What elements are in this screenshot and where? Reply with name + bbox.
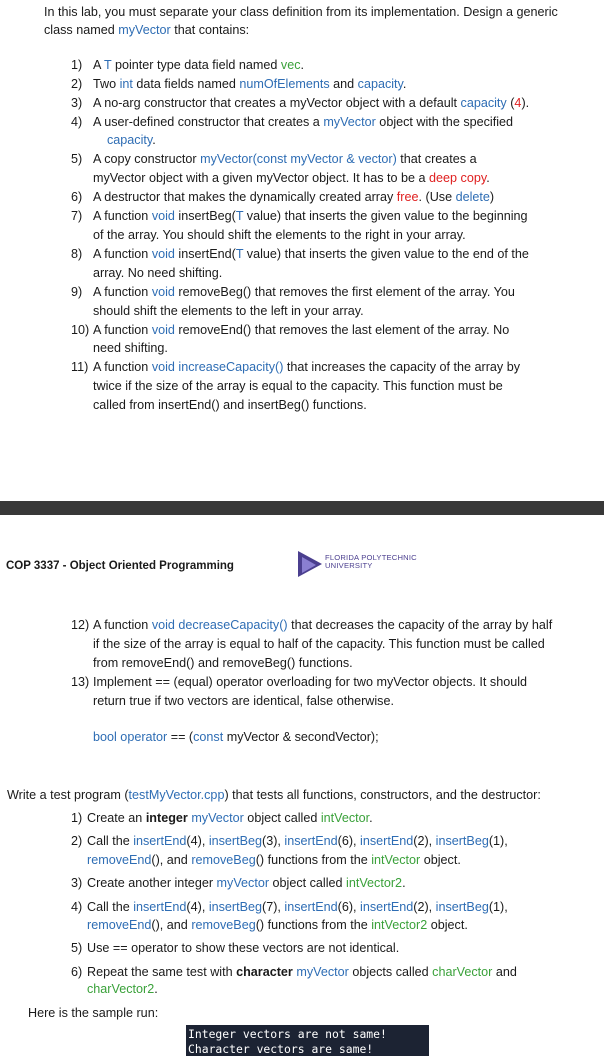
keyword: T (103, 58, 112, 72)
text: A function (93, 209, 152, 223)
list-item (93, 75, 406, 94)
logo-text (325, 554, 417, 570)
text: (2), (413, 834, 436, 848)
text: object. (427, 918, 468, 932)
text: removeEnd() that removes the last element of the array. No (174, 323, 510, 337)
list-item-cont: return true if two vectors are identical, false otherwise. (93, 694, 394, 708)
intro-text: that contains: (170, 23, 250, 37)
keyword: T (235, 209, 244, 223)
text: A function (93, 247, 152, 261)
function-name: removeEnd (87, 918, 152, 932)
list-number: 2) (71, 834, 83, 848)
list-item-cont: called from insertEnd() and insertBeg() functions. (93, 398, 367, 412)
text: pointer type data field named (111, 58, 281, 72)
list-item (93, 616, 552, 635)
text: () functions from the (255, 853, 372, 867)
list-number: 4) (71, 900, 83, 914)
text: (7), (262, 900, 285, 914)
variable: charVector (432, 965, 493, 979)
text: . (486, 171, 490, 185)
filename: testMyVector.cpp (128, 788, 225, 802)
text: A (93, 58, 104, 72)
function-name: removeBeg (191, 853, 256, 867)
function-name: removeEnd (87, 853, 152, 867)
list-item (93, 113, 513, 132)
text: (1), (488, 900, 508, 914)
function-name: insertEnd (284, 834, 338, 848)
list-item (87, 874, 406, 893)
variable: intVector2 (346, 876, 403, 890)
function-name: insertEnd (360, 834, 414, 848)
list-item-cont: twice if the size of the array is equal to the capacity. This function must be (93, 379, 503, 393)
text: . (154, 982, 158, 996)
text: A function (93, 360, 152, 374)
value: 4 (514, 96, 522, 110)
text: A user-defined constructor that creates a (93, 115, 324, 129)
text: ( (506, 96, 515, 110)
list-number: 9) (71, 285, 83, 299)
list-number: 5) (71, 152, 83, 166)
text: A copy constructor (93, 152, 201, 166)
list-number: 8) (71, 247, 83, 261)
text: data fields named (132, 77, 240, 91)
class-name: myVector (118, 23, 171, 37)
list-number: 7) (71, 209, 83, 223)
text: (1), (488, 834, 508, 848)
identifier: void increaseCapacity() (151, 360, 284, 374)
variable: intVector2 (371, 918, 428, 932)
emphasis: deep copy (429, 171, 487, 185)
logo-line-1: FLORIDA POLYTECHNIC (325, 553, 417, 562)
function-name: insertBeg (435, 834, 489, 848)
text: value) that inserts the given value to the beginning (243, 209, 528, 223)
list-item-cont: from removeEnd() and removeBeg() functions. (93, 656, 353, 670)
list-item (93, 150, 477, 169)
text: Write a test program ( (7, 788, 129, 802)
keyword: delete (455, 190, 490, 204)
list-item (93, 94, 529, 113)
university-logo (298, 551, 428, 579)
text: A function (93, 618, 152, 632)
list-number: 5) (71, 941, 83, 955)
list-number: 4) (71, 115, 83, 129)
identifier: capacity (460, 96, 507, 110)
list-item-cont (93, 169, 490, 188)
text: removeBeg() that removes the first element of the array. You (174, 285, 515, 299)
list-item (93, 321, 509, 340)
code-snippet (93, 728, 379, 747)
text: and (492, 965, 517, 979)
text: () functions from the (255, 918, 372, 932)
text: insertEnd( (174, 247, 236, 261)
list-item (87, 809, 373, 828)
bold-text: character (236, 965, 293, 979)
list-item (93, 283, 515, 302)
keyword: void (151, 285, 175, 299)
emphasis: free (396, 190, 419, 204)
list-number: 13) (71, 675, 90, 689)
keyword: void (151, 209, 175, 223)
identifier: myVector(const myVector & vector) (200, 152, 397, 166)
text: A no-arg constructor that creates a myVector object with a default (93, 96, 461, 110)
text: . (300, 58, 304, 72)
list-number: 1) (71, 58, 83, 72)
identifier: myVector (323, 115, 376, 129)
list-item (87, 832, 508, 851)
text: (4), (186, 900, 209, 914)
identifier: capacity (107, 133, 153, 147)
text: A function (93, 285, 152, 299)
list-item: Use == operator to show these vectors are not identical. (87, 941, 400, 955)
list-number: 1) (71, 811, 83, 825)
identifier: myVector (216, 876, 270, 890)
text: . (369, 811, 373, 825)
keyword: T (235, 247, 244, 261)
text: that increases the capacity of the array by (283, 360, 521, 374)
identifier: vec (280, 58, 301, 72)
list-item-cont: array. No need shifting. (93, 266, 223, 280)
code-keyword: const (193, 730, 224, 744)
list-item (93, 56, 304, 75)
text: and (329, 77, 358, 91)
text: (4), (186, 834, 209, 848)
list-item-cont: should shift the elements to the left in your array. (93, 304, 364, 318)
code-text: myVector & secondVector); (223, 730, 379, 744)
text: that decreases the capacity of the array by half (287, 618, 553, 632)
list-item (87, 898, 508, 917)
course-title: COP 3337 - Object Oriented Programming (6, 560, 234, 572)
list-number: 3) (71, 96, 83, 110)
text: that creates a (396, 152, 477, 166)
list-item-cont (107, 131, 156, 150)
intro-line-2 (44, 21, 249, 40)
identifier: myVector (191, 811, 244, 825)
text: Call the (87, 900, 134, 914)
function-name: insertEnd (133, 834, 187, 848)
list-number: 6) (71, 190, 83, 204)
text: (3), (262, 834, 285, 848)
text: (), and (151, 918, 192, 932)
text: (2), (413, 900, 436, 914)
text: value) that inserts the given value to the end of the (243, 247, 529, 261)
identifier: capacity (357, 77, 403, 91)
variable: intVector (320, 811, 370, 825)
list-number: 2) (71, 77, 83, 91)
identifier: myVector (296, 965, 349, 979)
text: insertBeg( (174, 209, 236, 223)
list-item (93, 207, 528, 226)
text: . (152, 133, 156, 147)
list-item-cont: need shifting. (93, 341, 168, 355)
text: (6), (337, 834, 361, 848)
text: objects called (348, 965, 433, 979)
logo-line-2: UNIVERSITY (325, 561, 373, 570)
text: ) (489, 190, 495, 204)
list-item-cont: if the size of the array is equal to half of the capacity. This function must be called (93, 637, 545, 651)
keyword: void (151, 323, 175, 337)
list-item: Implement == (equal) operator overloading for two myVector objects. It should (93, 675, 528, 689)
text: (), and (151, 853, 192, 867)
list-item (93, 358, 520, 377)
terminal-line-1: Integer vectors are not same! (188, 1027, 387, 1041)
list-item (93, 188, 494, 207)
text: Repeat the same test with (87, 965, 237, 979)
text: Call the (87, 834, 134, 848)
code-text: == ( (167, 730, 194, 744)
page-break (0, 501, 604, 515)
keyword: int (119, 77, 133, 91)
text: . (402, 876, 406, 890)
terminal-line-2: Character vectors are same! (188, 1042, 374, 1056)
text: object called (269, 876, 347, 890)
list-item-cont (87, 980, 158, 999)
text: object with the specified (375, 115, 514, 129)
function-name: insertBeg (435, 900, 489, 914)
list-item (93, 245, 529, 264)
terminal-output (186, 1025, 429, 1056)
function-name: removeBeg (191, 918, 256, 932)
text: Create an (87, 811, 146, 825)
list-number: 3) (71, 876, 83, 890)
function-name: insertBeg (208, 834, 263, 848)
function-name: insertEnd (133, 900, 187, 914)
text: . (402, 77, 407, 91)
logo-mark-inner-icon (302, 557, 316, 573)
intro-text: class named (44, 23, 119, 37)
text: (6), (337, 900, 361, 914)
bold-text: integer (145, 811, 188, 825)
list-number: 6) (71, 965, 83, 979)
list-item-cont: of the array. You should shift the elements to the right in your array. (93, 228, 466, 242)
text: Create another integer (87, 876, 217, 890)
text: ) that tests all functions, constructors, and the destructor: (224, 788, 541, 802)
text: object called (243, 811, 321, 825)
sample-run-label: Here is the sample run: (28, 1006, 159, 1020)
text: A destructor that makes the dynamically created array (93, 190, 397, 204)
text: myVector object with a given myVector object. It has to be a (93, 171, 430, 185)
function-name: insertEnd (360, 900, 414, 914)
variable: charVector2 (87, 982, 155, 996)
list-number: 10) (71, 323, 90, 337)
identifier: numOfElements (239, 77, 330, 91)
text: . (Use (418, 190, 456, 204)
function-name: insertBeg (208, 900, 263, 914)
test-intro (7, 786, 541, 805)
intro-line-1: In this lab, you must separate your class definition from its implementation. Design a generic (44, 5, 558, 19)
list-item-cont (87, 851, 461, 870)
list-number: 12) (71, 618, 90, 632)
text: Two (93, 77, 120, 91)
list-item-cont (87, 916, 468, 935)
keyword: void (151, 247, 175, 261)
function-name: insertEnd (284, 900, 338, 914)
identifier: void decreaseCapacity() (151, 618, 288, 632)
text: ). (521, 96, 530, 110)
text: object. (420, 853, 461, 867)
code-keyword: bool operator (93, 730, 168, 744)
list-number: 11) (71, 360, 89, 374)
variable: intVector (371, 853, 421, 867)
text: A function (93, 323, 152, 337)
